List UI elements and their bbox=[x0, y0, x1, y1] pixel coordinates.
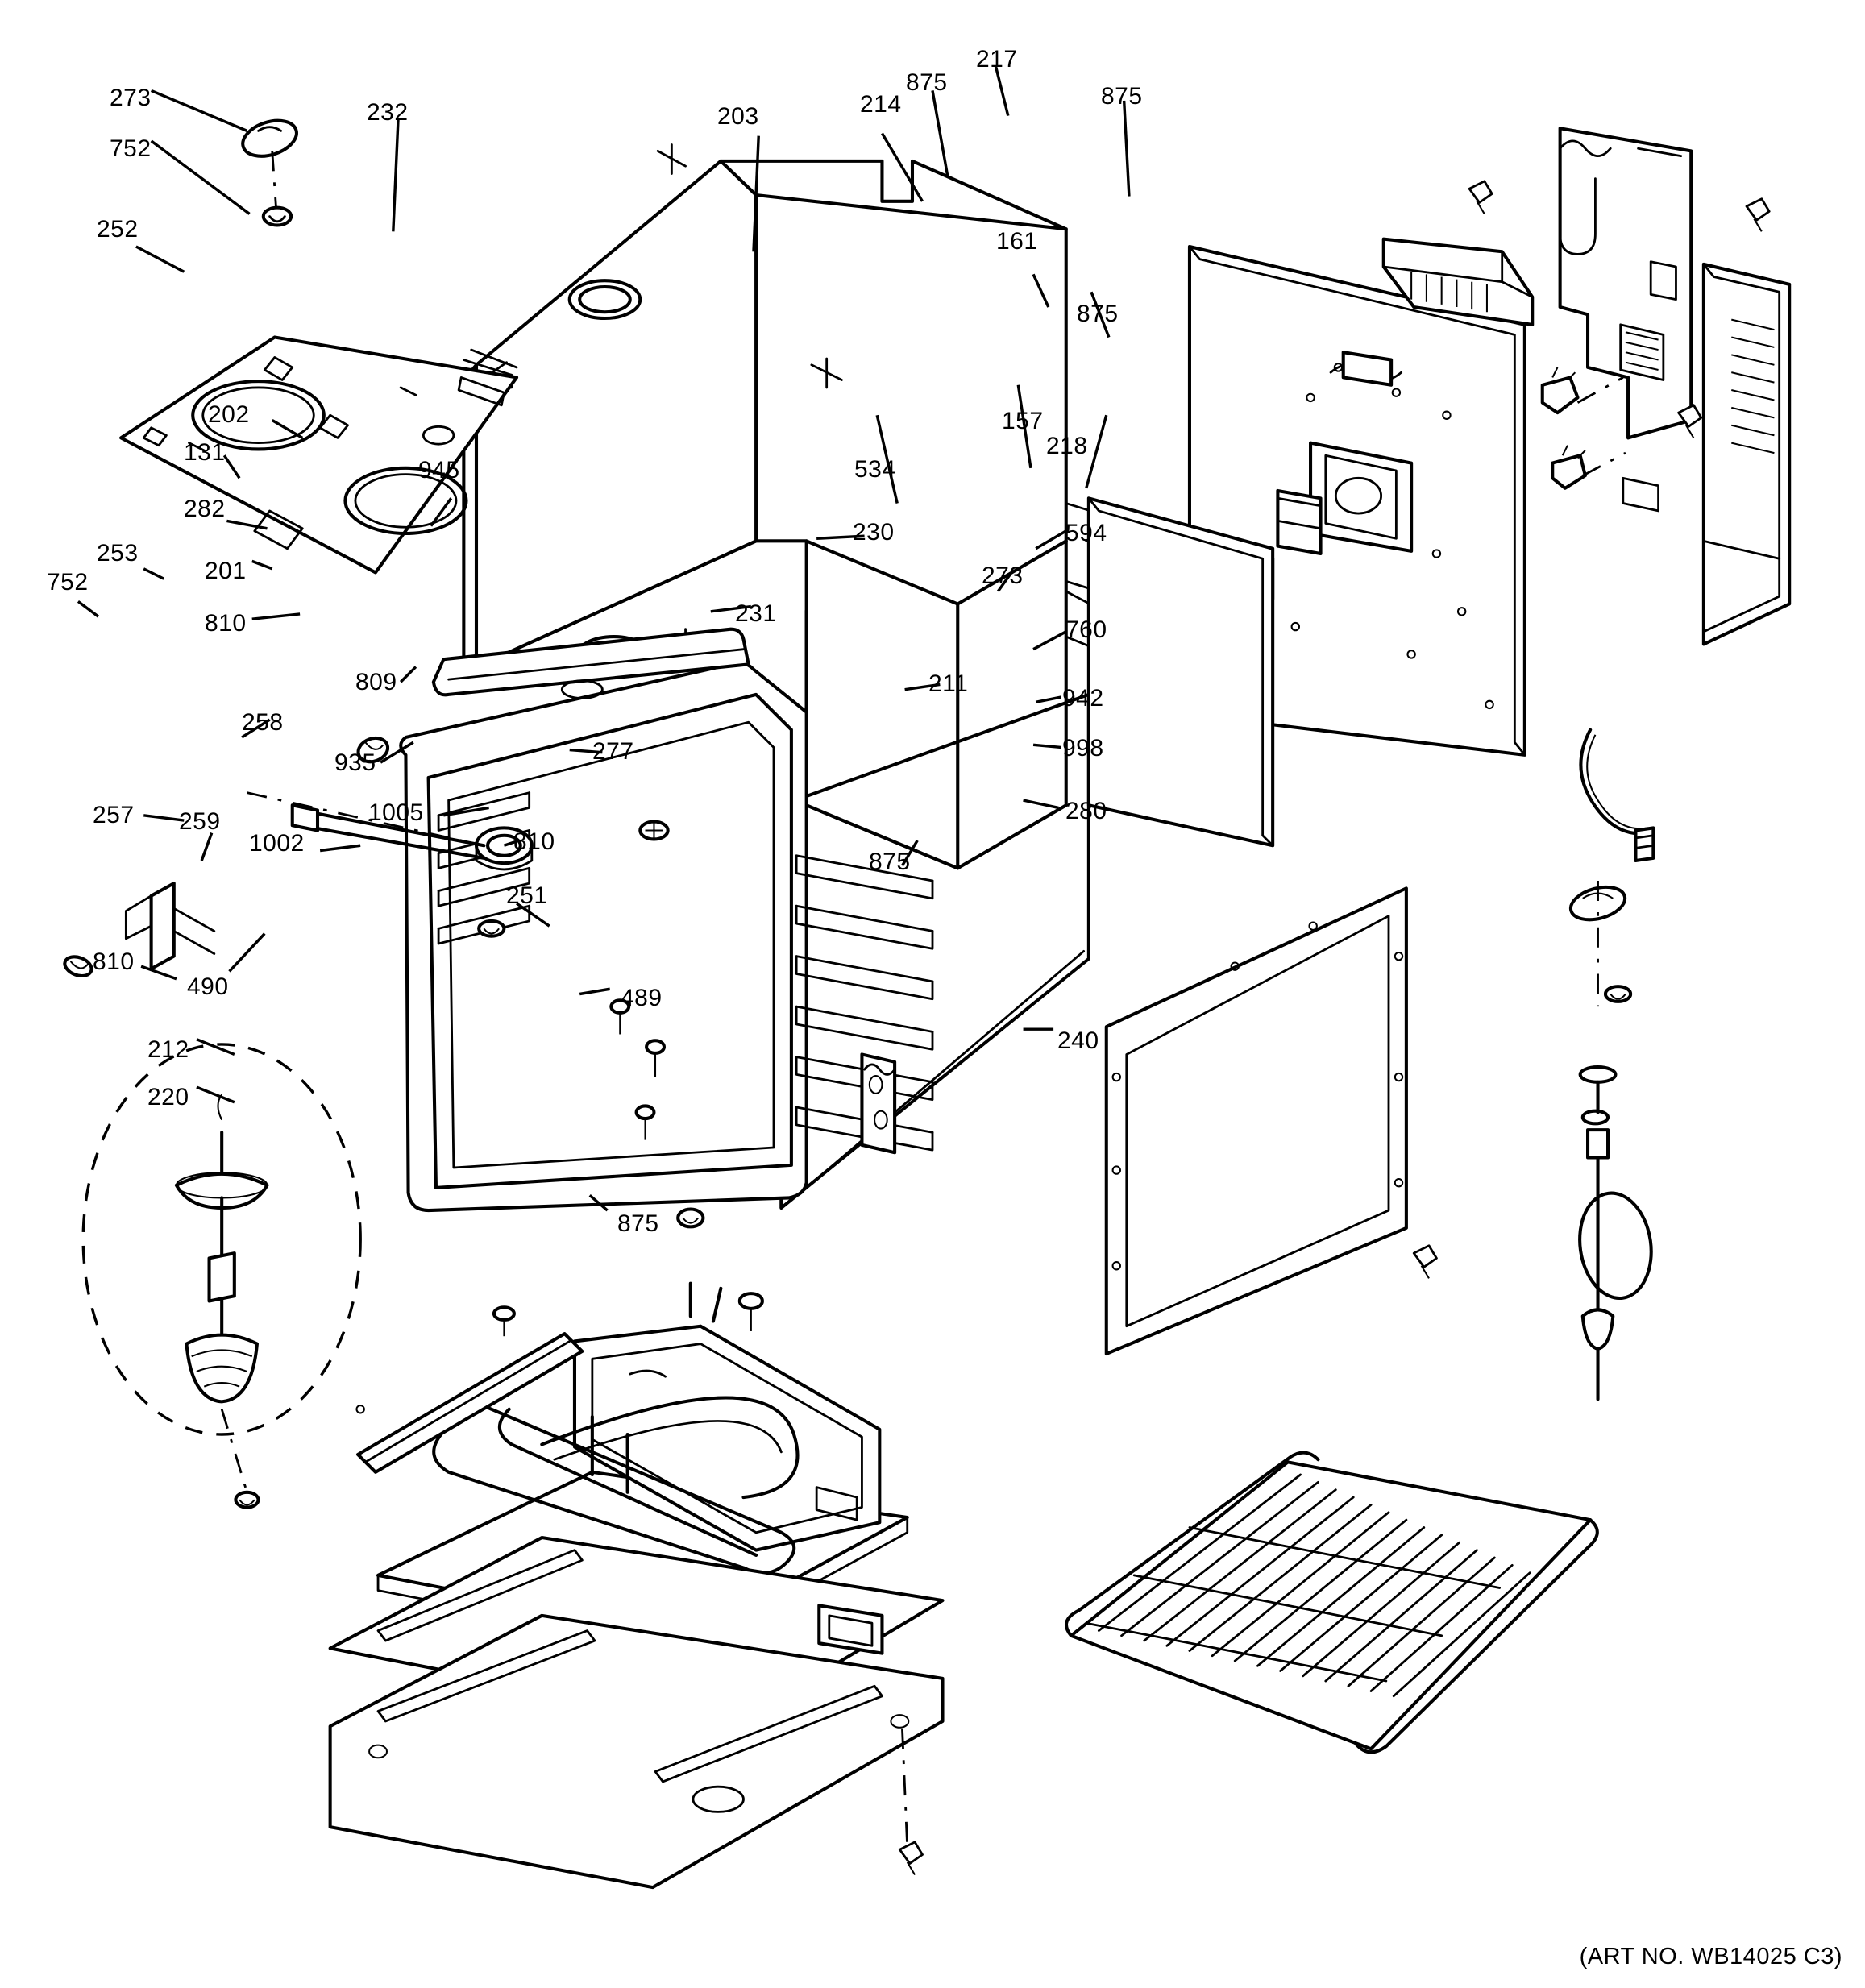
callout-490: 490 bbox=[187, 973, 229, 1000]
callout-240: 240 bbox=[1057, 1027, 1099, 1054]
callout-273-top: 273 bbox=[110, 85, 152, 111]
callout-253: 253 bbox=[97, 540, 139, 567]
callout-220: 220 bbox=[147, 1084, 189, 1110]
callout-131: 131 bbox=[184, 439, 226, 466]
callout-203: 203 bbox=[717, 103, 759, 130]
callout-875-d: 875 bbox=[869, 849, 911, 875]
callout-232: 232 bbox=[367, 99, 409, 126]
callout-998: 998 bbox=[1062, 735, 1104, 762]
callout-489: 489 bbox=[621, 985, 663, 1011]
part-161-157-switches bbox=[1543, 367, 1626, 488]
callout-810-c: 810 bbox=[93, 948, 135, 975]
part-211-front-frame bbox=[1107, 888, 1406, 1354]
art-number: (ART NO. WB14025 C3) bbox=[1579, 1944, 1842, 1969]
callout-810-b: 810 bbox=[513, 828, 555, 855]
part-258-assembly bbox=[83, 1044, 360, 1508]
callout-252: 252 bbox=[97, 216, 139, 243]
callout-201: 201 bbox=[205, 558, 247, 584]
callout-230: 230 bbox=[853, 519, 895, 546]
callout-760: 760 bbox=[1065, 616, 1107, 643]
callout-752-left: 752 bbox=[47, 569, 89, 596]
callout-282: 282 bbox=[184, 496, 226, 522]
callout-214: 214 bbox=[860, 91, 902, 118]
callout-1002: 1002 bbox=[249, 830, 305, 857]
callout-231: 231 bbox=[735, 600, 777, 627]
part-230-panel bbox=[1089, 498, 1273, 845]
part-217-back-cover bbox=[1560, 128, 1692, 438]
callout-277: 277 bbox=[592, 738, 634, 765]
callout-875-e: 875 bbox=[617, 1210, 659, 1237]
callout-257: 257 bbox=[93, 802, 135, 828]
callout-259: 259 bbox=[179, 808, 221, 835]
callout-258: 258 bbox=[242, 709, 284, 736]
part-252-cooktop bbox=[121, 337, 517, 572]
callout-875-a: 875 bbox=[906, 69, 948, 96]
callout-534: 534 bbox=[854, 456, 896, 483]
callout-809: 809 bbox=[355, 669, 397, 695]
part-273-752-upper-left bbox=[239, 114, 301, 226]
callout-251: 251 bbox=[506, 882, 548, 909]
callout-875-b: 875 bbox=[1101, 83, 1143, 110]
callout-752-top: 752 bbox=[110, 135, 152, 162]
callout-157: 157 bbox=[1002, 408, 1044, 434]
callout-211: 211 bbox=[928, 670, 969, 697]
callout-945: 945 bbox=[418, 457, 460, 484]
callout-594: 594 bbox=[1065, 520, 1107, 546]
callout-935: 935 bbox=[334, 749, 376, 776]
callout-217: 217 bbox=[976, 46, 1018, 73]
callout-273-right: 273 bbox=[982, 562, 1024, 589]
part-240-oven-rack bbox=[1066, 1453, 1597, 1753]
right-small-parts bbox=[1567, 730, 1657, 1400]
callout-1005: 1005 bbox=[368, 799, 424, 826]
callout-810-a: 810 bbox=[205, 610, 247, 637]
callout-280: 280 bbox=[1065, 798, 1107, 824]
callout-161: 161 bbox=[996, 228, 1038, 255]
callout-942: 942 bbox=[1062, 685, 1104, 712]
callout-218: 218 bbox=[1046, 433, 1088, 459]
callout-212: 212 bbox=[147, 1036, 189, 1063]
callout-875-c: 875 bbox=[1077, 301, 1119, 327]
callout-202: 202 bbox=[208, 401, 250, 428]
